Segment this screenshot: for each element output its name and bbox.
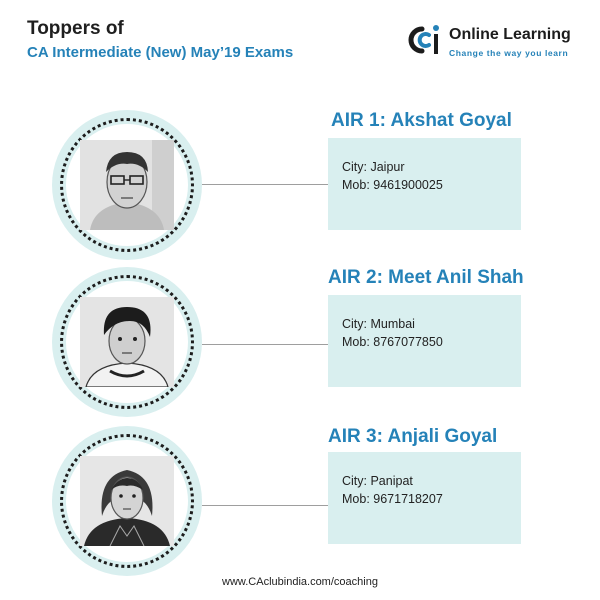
brand-name: Online Learning	[449, 26, 571, 43]
topper-row-1	[0, 110, 600, 270]
topper-mobile: Mob: 8767077850	[342, 335, 443, 349]
topper-city: City: Mumbai	[342, 317, 415, 331]
brand-logo-icon	[405, 20, 445, 60]
topper-info-card	[328, 452, 521, 544]
photo-frame	[52, 426, 202, 576]
footer-url[interactable]: www.CAclubindia.com/coaching	[222, 576, 378, 588]
connector-line	[202, 184, 328, 185]
photo-frame	[52, 267, 202, 417]
photo-frame	[52, 110, 202, 260]
topper-city: City: Panipat	[342, 474, 413, 488]
topper-row-2	[0, 267, 600, 427]
page-subtitle: CA Intermediate (New) May’19 Exams	[27, 44, 294, 61]
topper-photo	[80, 297, 174, 387]
page-title: Toppers of	[27, 18, 124, 39]
topper-name: AIR 2: Meet Anil Shah	[328, 267, 524, 288]
topper-info-card	[328, 295, 521, 387]
topper-row-3	[0, 426, 600, 586]
brand-tagline: Change the way you learn	[449, 48, 569, 58]
person-photo-icon	[80, 297, 174, 387]
topper-name: AIR 3: Anjali Goyal	[328, 426, 498, 447]
topper-mobile: Mob: 9461900025	[342, 178, 443, 192]
person-photo-icon	[80, 456, 174, 546]
person-photo-icon	[80, 140, 174, 230]
topper-info-card	[328, 138, 521, 230]
connector-line	[202, 344, 328, 345]
topper-photo	[80, 456, 174, 546]
topper-city: City: Jaipur	[342, 160, 405, 174]
brand-logo[interactable]	[405, 20, 585, 66]
topper-mobile: Mob: 9671718207	[342, 492, 443, 506]
topper-photo	[80, 140, 174, 230]
connector-line	[202, 505, 328, 506]
topper-name: AIR 1: Akshat Goyal	[331, 110, 512, 131]
